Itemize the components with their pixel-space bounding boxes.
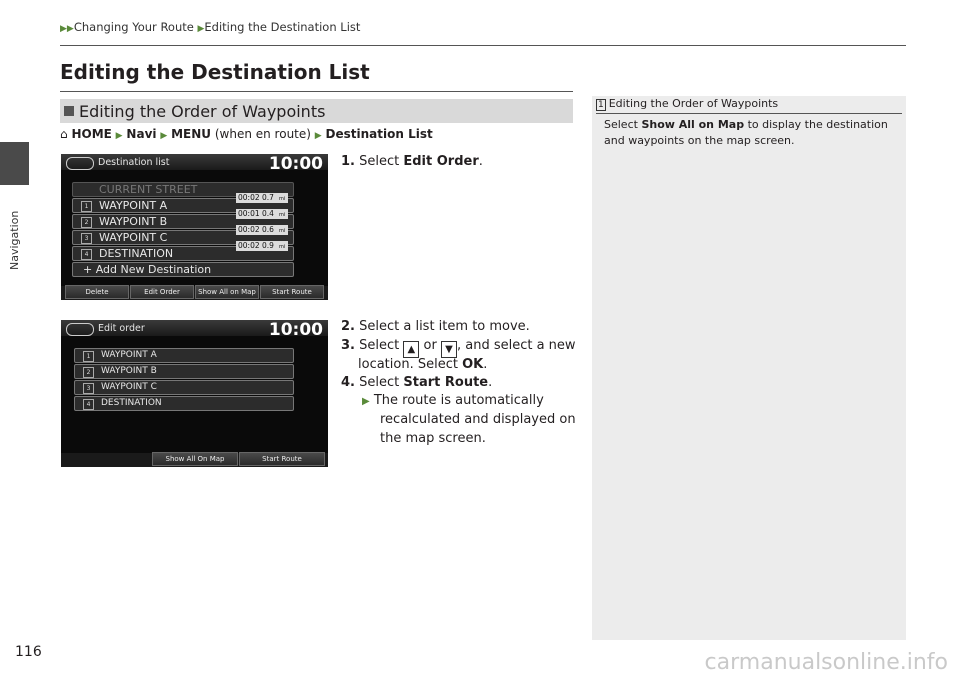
notes-body (604, 117, 894, 149)
result-arrow-icon: ▶ (362, 396, 370, 407)
add-destination-item (72, 262, 294, 277)
result-text: the map screen. (380, 431, 486, 446)
eta-distance: 0.4 (262, 209, 274, 218)
step-text: Select (359, 338, 400, 353)
result-text: recalculated and displayed on (380, 412, 576, 427)
softkey-bar (61, 453, 328, 467)
step-text: Select (359, 154, 404, 169)
eta-badge (236, 209, 288, 219)
list-item-label: WAYPOINT A (99, 199, 168, 212)
eta-time: 00:02 (238, 241, 260, 250)
home-icon: ⌂ (60, 127, 68, 141)
notes-heading-text: Editing the Order of Waypoints (608, 97, 779, 110)
step-text: , and select a new (456, 338, 576, 353)
step-4 (341, 373, 492, 392)
step-command: OK (462, 357, 484, 372)
eta-unit: mi (278, 228, 286, 234)
path-arrow-icon: ▶ (115, 131, 123, 141)
list-item (74, 396, 294, 411)
list-item (74, 380, 294, 395)
start-route-button: Start Route (260, 285, 324, 299)
list-item-number: 2 (83, 367, 94, 378)
step-text: or (423, 338, 437, 353)
step-text: Select (359, 375, 404, 390)
step-text: . (488, 375, 493, 390)
list-item-number: 3 (81, 233, 92, 244)
step-result (362, 391, 544, 411)
list-item (74, 348, 294, 363)
breadcrumb-arrow-icon: ▶▶ (60, 24, 74, 34)
path-destination-list: Destination List (325, 127, 433, 141)
breadcrumb-arrow-icon: ▶ (197, 24, 205, 34)
header-rule (60, 45, 906, 46)
screen-title: Edit order (98, 323, 145, 334)
step-text: . (483, 357, 488, 372)
list-item-label: WAYPOINT C (99, 231, 168, 244)
section-title: Editing the Order of Waypoints (79, 101, 326, 121)
path-navi: Navi (126, 127, 157, 141)
eta-unit: mi (278, 244, 286, 250)
step-result-line (380, 429, 486, 448)
step-3-continued (358, 355, 487, 374)
add-destination-label: + Add New Destination (83, 263, 212, 276)
list-item-label: DESTINATION (101, 398, 162, 408)
path-arrow-icon: ▶ (314, 131, 322, 141)
eta-badge (236, 193, 288, 203)
clock: 10:00 (268, 320, 323, 340)
eta-time: 00:02 (238, 225, 260, 234)
step-text: location. Select (358, 357, 463, 372)
square-bullet-icon (64, 106, 74, 116)
list-item-number: 3 (83, 383, 94, 394)
info-back-icon (66, 323, 94, 336)
up-arrow-icon: ▲ (403, 341, 419, 358)
page-title: Editing the Destination List (60, 60, 370, 84)
notes-panel (592, 96, 906, 640)
screen-header (61, 154, 328, 174)
start-route-button: Start Route (239, 452, 325, 466)
result-text: The route is automatically (373, 393, 544, 408)
path-arrow-icon: ▶ (160, 131, 168, 141)
path-home: HOME (71, 127, 112, 141)
step-command: Edit Order (403, 154, 479, 169)
screen-header (61, 320, 328, 340)
step-number: 1. (341, 154, 355, 169)
edit-order-screenshot (61, 320, 328, 467)
title-rule (60, 91, 573, 92)
list-item-number: 4 (81, 249, 92, 260)
notes-text: to display the destination and waypoints on the map screen. (604, 118, 888, 147)
info-back-icon (66, 157, 94, 170)
eta-distance: 0.6 (262, 225, 274, 234)
list-item-number: 4 (83, 399, 94, 410)
step-command: Start Route (403, 375, 489, 390)
list-item-label: WAYPOINT B (99, 215, 168, 228)
path-menu: MENU (171, 127, 212, 141)
softkey-bar (61, 286, 328, 300)
eta-unit: mi (278, 212, 286, 218)
section-heading (60, 99, 573, 123)
note-marker: 1 (598, 100, 604, 110)
list-item-number: 1 (83, 351, 94, 362)
list-item-number: 1 (81, 201, 92, 212)
list-item-label: CURRENT STREET (99, 183, 198, 196)
section-tab (0, 142, 29, 185)
list-item-number: 2 (81, 217, 92, 228)
eta-badge (236, 225, 288, 235)
breadcrumb-item[interactable]: Changing Your Route (73, 20, 194, 34)
notes-heading (596, 97, 778, 110)
list-item-label: WAYPOINT C (101, 382, 157, 392)
eta-badge (236, 241, 288, 251)
list-item-label: DESTINATION (99, 247, 174, 260)
step-1 (341, 152, 483, 171)
notes-text: Select (604, 118, 642, 131)
step-text: Select a list item to move. (359, 319, 530, 334)
step-number: 2. (341, 319, 355, 334)
step-number: 3. (341, 338, 355, 353)
list-item-label: WAYPOINT A (101, 350, 157, 360)
notes-rule (596, 113, 902, 114)
destination-list-screenshot (61, 154, 328, 300)
step-text: . (478, 154, 483, 169)
show-all-on-map-button: Show All On Map (152, 452, 238, 466)
step-result-line (380, 410, 576, 429)
path-condition: (when en route) (214, 127, 311, 141)
breadcrumb (60, 20, 360, 34)
eta-distance: 0.9 (262, 241, 274, 250)
watermark: carmanualsonline.info (704, 650, 948, 675)
eta-distance: 0.7 (262, 193, 274, 202)
notes-command: Show All on Map (641, 118, 745, 131)
eta-unit: mi (278, 196, 286, 202)
page-number: 116 (15, 644, 42, 660)
delete-button: Delete (65, 285, 129, 299)
breadcrumb-item[interactable]: Editing the Destination List (204, 20, 361, 34)
screen-title: Destination list (98, 157, 170, 168)
list-item-label: WAYPOINT B (101, 366, 157, 376)
show-all-on-map-button: Show All on Map (195, 285, 259, 299)
list-item (74, 364, 294, 379)
clock: 10:00 (268, 154, 323, 174)
step-2 (341, 317, 530, 336)
menu-path (60, 127, 433, 141)
eta-time: 00:02 (238, 193, 260, 202)
edit-order-button: Edit Order (130, 285, 194, 299)
sidebar-label: Navigation (8, 210, 21, 270)
eta-time: 00:01 (238, 209, 260, 218)
step-number: 4. (341, 375, 355, 390)
down-arrow-icon: ▼ (441, 341, 457, 358)
